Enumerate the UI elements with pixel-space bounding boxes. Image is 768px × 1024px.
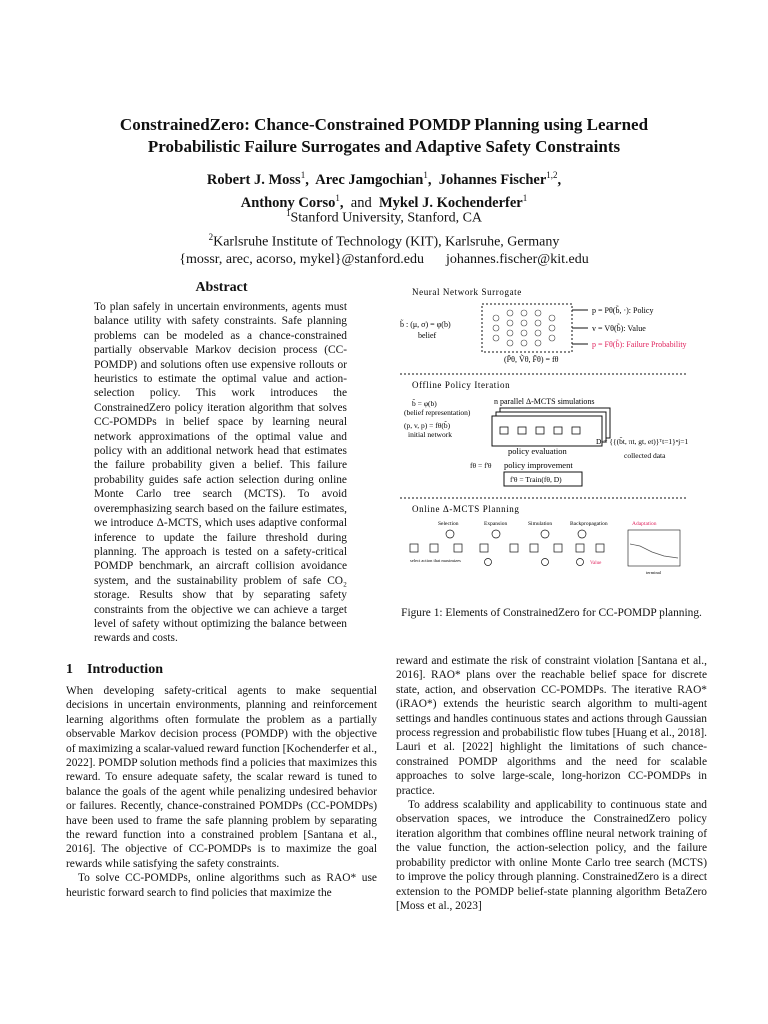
panel-title-offline: Offline Policy Iteration [412,380,511,390]
author-affil-sup: 1 [522,192,528,203]
author-name: Anthony Corso [240,194,336,211]
author-name: Johannes Fischer [438,171,547,188]
email-stanford: {mossr, arec, acorso, mykel}@stanford.edu [179,252,424,268]
nn-out-policy: p = Pθ(b̃, ·): Policy [592,306,654,315]
author-affil-sup: 1 [423,170,428,180]
adaptation-curve [630,544,678,558]
section-number: 1 [66,662,73,677]
figure-1 [400,282,708,597]
author-name: Robert J. Moss [206,171,301,188]
affil-text: Stanford University, Stanford, CA [290,210,483,226]
author-name: Arec Jamgochian [315,171,424,188]
paragraph: When developing safety-critical agents to make sequential decisions in uncertain environments, planning and reinforcement learning algorithms often formulate the problem as a partially observable Markov decision process (POMDP) with the objective of maximizing a scalar-valued reward function [Kochenderfer et al., 2022]. POMDP solution methods find a policies that maximizes this reward. To ensure adequate safety, the scalar reward is tuned to balance the goals of the agent while penalizing undesired behavior or failures. Recently, chance-constrained POMDPs (CC-POMDPs) have been used to frame the safe planning problem by separating the reward function into a constrained problem [Santana et al., 2016]. The objective of CC-POMDPs is to maximize the goal rewards while satisfying the safety constraints. [66,685,377,870]
title-line-1: ConstrainedZero: Chance-Constrained POMDP Planning using Learned [119,115,649,134]
network-nodes-icon [493,310,555,346]
nn-input-sub: belief [418,331,437,340]
nn-out-value: v = Vθ(b̃): Value [592,324,646,333]
terminal-label: terminal [646,570,661,575]
init-sub: initial network [408,430,452,439]
policy-evaluation-label: policy evaluation [508,446,567,456]
affiliations [60,204,708,269]
paragraph: reward and estimate the risk of constraint violation [Santana et al., 2016]. RAO* plans over the reachable belief space for discrete state, action, and observation CC-POMDPs. The iterative RAO* (iRAO*) extends the heuristic search algorithm to multi-agent settings and handles continuous states and actions through Gaussian process regression and probabilistic flow tubes [Huang et al., 2018]. Lauri et al. [2022] highlight the limitations of such chance-constrained POMDP algorithms and the need for scalable approaches to solve large-scale, long-horizon CC-POMDPs in practice. [396,655,707,797]
train-eq: f'θ = Train(fθ, D) [510,475,562,484]
affil-sup: 2 [208,231,214,242]
email-kit: johannes.fischer@kit.edu [445,252,589,268]
panel-title-online: Online Δ-MCTS Planning [412,504,520,514]
author-line-1: Robert J. Moss$^1$, Arec Jamgochian$^1$, Johannes Fischer$^{1,2}$, [206,170,562,188]
select-text: select action that maximizes [410,558,461,563]
section-heading [66,662,163,678]
author-and: and [350,194,372,211]
belief-rep-sub: (belief representation) [404,408,471,417]
panel-title-nn: Neural Network Surrogate [412,287,522,297]
nn-input-label: b̃ : (μ, σ) = φ(b) [400,320,451,329]
adaptation-plot [628,530,680,566]
affil-text: Karlsruhe Institute of Technology (KIT), Karlsruhe, Germany [213,234,560,250]
nn-out-failure: p = Fθ(b̃): Failure Probability [592,340,687,349]
abstract-heading: Abstract [195,280,248,295]
step-backprop: Backpropagation [570,521,608,527]
belief-rep-eq: b̃ = φ(b) [412,399,437,408]
collected-data-eq: D = {{(b̃t, πt, gt, et)}ᵀt=1}ⁿj=1 [596,437,689,446]
author-affil-sup: 1 [300,170,306,180]
author-name: Mykel J. Kochenderfer [378,194,523,211]
f-update-eq: fθ = f'θ [470,461,492,470]
init-eq: (p, v, p) = fθ(b̃) [404,421,451,430]
nn-network-label: (P̃θ, Ṽθ, F̃θ) = fθ [504,355,559,364]
step-expansion: Expansion [484,521,508,527]
email-line [60,251,708,269]
figure-caption: Figure 1: Elements of ConstrainedZero for CC-POMDP planning. [401,607,702,619]
sim-box-front [492,416,602,446]
left-column-text [66,684,377,900]
paper-title [60,114,708,158]
author-affil-sup: 1,2 [546,170,558,180]
right-column-text [396,654,707,913]
author-affil-sup: 1 [335,192,340,203]
affiliation-1 [60,204,708,228]
title-line-2: Probabilistic Failure Surrogates and Adaptive Safety Constraints [147,137,621,156]
collected-data-sub: collected data [624,451,666,460]
affiliation-2 [60,228,708,252]
step-selection: Selection [438,521,459,527]
parallel-sims: n parallel Δ-MCTS simulations [494,397,595,406]
step-adaptation: Adaptation [632,521,657,527]
step-simulation: Simulation [528,521,553,527]
author-line-2: Anthony Corso$^1$, and Mykel J. Kochenderfer$^1$ [240,192,528,211]
abstract-body: To plan safely in uncertain environments, agents must balance utility with safety constraints. Safe planning problems can be modeled as a chance-constrained partially observable Markov decision process (CC-POMDP) and solutions often use expensive rollouts or heuristics to estimate the optimal value and action-selection policy. This work introduces the ConstrainedZero policy iteration algorithm that solves CC-POMDPs in belief space by learning neural network approximations of the optimal value and policy with an additional network head that estimates the failure probability given a belief. This failure probability guides safe action selection during online Monte Carlo tree search (MCTS). To avoid overemphasizing search based on the failure estimates, we introduce Δ-MCTS, which uses adaptive conformal inference to update the failure threshold during planning. The approach is tested on a safety-critical POMDP benchmark, an aircraft collision avoidance system, and the sustainability problem of safe CO₂ storage. Results show that by separating safety constraints from the objective we can achieve a target level of safety without optimizing the balance between rewards and costs. [94,301,347,645]
section-title: Introduction [87,662,163,677]
paragraph: To address scalability and applicability to continuous state and observation spaces, we introduce the ConstrainedZero policy iteration algorithm that combines offline neural network training of the value function, the action-selection policy, and the failure probability predictor with online Monte Carlo tree search (MCTS) to improve the policy through planning. ConstrainedZero is a direct extension to the POMDP belief-state planning algorithm BetaZero [Moss et al., 2023] [396,799,707,912]
affil-sup: 1 [285,208,291,218]
policy-improvement-label: policy improvement [504,460,573,470]
backprop-value: Value [590,561,602,566]
paragraph: To solve CC-POMDPs, online algorithms such as RAO* use heuristic forward search to find policies that maximize the [66,872,377,899]
